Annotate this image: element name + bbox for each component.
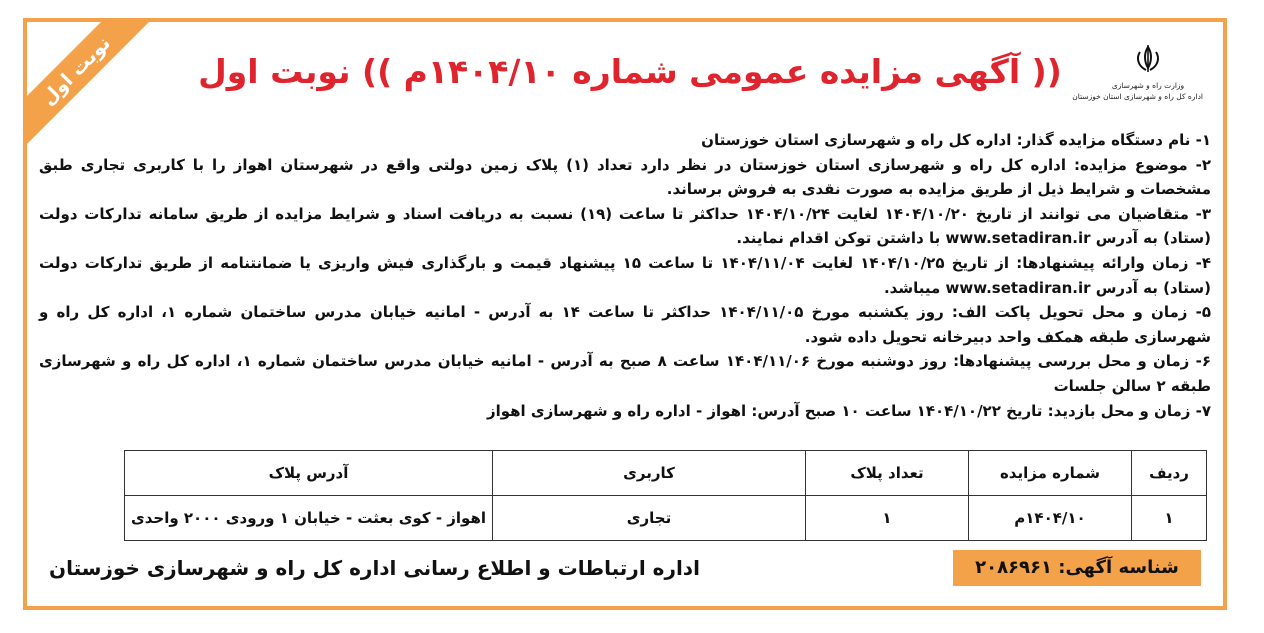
ministry-emblem xyxy=(1072,44,1203,102)
notice-title: (( آگهی مزایده عمومی شماره ۱۴۰۴/۱۰م )) نوبت اول xyxy=(198,52,1062,91)
paragraph-5: ۵- زمان و محل تحویل پاکت الف: روز یکشنبه مورخ ۱۴۰۴/۱۱/۰۵ حداکثر تا ساعت ۱۴ به آدرس - امانیه خیابان مدرس ساختمان شماره ۱، اداره کل راه و شهرسازی طبقه همکف واحد دبیرخانه تحویل داده شود. xyxy=(39,303,1211,346)
iran-emblem-icon xyxy=(1093,44,1203,80)
col-header-auction-number: شماره مزایده xyxy=(969,451,1132,496)
col-header-plot-count: تعداد پلاک xyxy=(806,451,969,496)
ribbon-label: نوبت اول xyxy=(23,18,153,148)
notice-paragraphs xyxy=(39,128,1211,423)
auction-table xyxy=(124,450,1207,541)
ministry-name: وزارت راه و شهرسازی xyxy=(1111,81,1185,90)
table-row xyxy=(124,496,1206,541)
col-header-row-number: ردیف xyxy=(1132,451,1207,496)
col-header-usage: کاربری xyxy=(493,451,806,496)
notice-body xyxy=(39,34,1211,594)
cell-address: اهواز - کوی بعثت - خیابان ۱ ورودی ۲۰۰۰ واحدی xyxy=(124,496,492,541)
cell-usage: تجاری xyxy=(493,496,806,541)
table-header-row xyxy=(124,451,1206,496)
cell-auction-number: ۱۴۰۴/۱۰م xyxy=(969,496,1132,541)
publisher-office: اداره ارتباطات و اطلاع رسانی اداره کل راه و شهرسازی خوزستان xyxy=(49,556,700,580)
notice-frame xyxy=(23,18,1227,610)
notice-header xyxy=(39,40,1211,130)
col-header-address: آدرس پلاک xyxy=(124,451,492,496)
notice-footer xyxy=(39,540,1211,594)
paragraph-7: ۷- زمان و محل بازدید: تاریخ ۱۴۰۴/۱۰/۲۲ ساعت ۱۰ صبح آدرس: اهواز - اداره راه و شهرسازی اهواز xyxy=(486,401,1211,420)
paragraph-3: ۳- متقاضیان می توانند از تاریخ ۱۴۰۴/۱۰/۲۰ لغایت ۱۴۰۴/۱۰/۲۴ حداکثر تا ساعت (۱۹) نسبت به دریافت اسناد و شرایط مزایده از طریق سامانه تدارکات دولت (ستاد) به آدرس www.setadiran.ir با داشتن توکن اقدام نمایند. xyxy=(39,204,1212,248)
cell-plot-count: ۱ xyxy=(806,496,969,541)
cell-row-number: ۱ xyxy=(1132,496,1207,541)
paragraph-6: ۶- زمان و محل بررسی پیشنهادها: روز دوشنبه مورخ ۱۴۰۴/۱۱/۰۶ ساعت ۸ صبح به آدرس - امانیه خیابان مدرس ساختمان شماره ۱، اداره کل راه و شهرسازی طبقه ۲ سالن جلسات xyxy=(39,352,1211,395)
paragraph-4: ۴- زمان وارائه پیشنهادها: از تاریخ ۱۴۰۴/۱۰/۲۵ لغایت ۱۴۰۴/۱۱/۰۴ تا ساعت ۱۵ پیشنهاد قیمت و بارگذاری فیش واریزی یا ضمانتنامه از طریق تدارکات دولت (ستاد) به آدرس www.setadiran.ir میباشد. xyxy=(39,253,1211,297)
notice-id-badge: شناسه آگهی: ۲۰۸۶۹۶۱ xyxy=(953,550,1201,586)
office-name: اداره کل راه و شهرسازی استان خوزستان xyxy=(1072,92,1203,101)
paragraph-1: ۱- نام دستگاه مزایده گذار: اداره کل راه و شهرسازی استان خوزستان xyxy=(701,131,1211,149)
paragraph-2: ۲- موضوع مزایده: اداره کل راه و شهرسازی استان خوزستان در نظر دارد تعداد (۱) پلاک زمین دولتی واقع در شهرستان اهواز را با کاربری تجاری طبق مشخصات و شرایط ذیل از طریق مزایده به صورت نقدی به فروش برساند. xyxy=(39,155,1211,199)
